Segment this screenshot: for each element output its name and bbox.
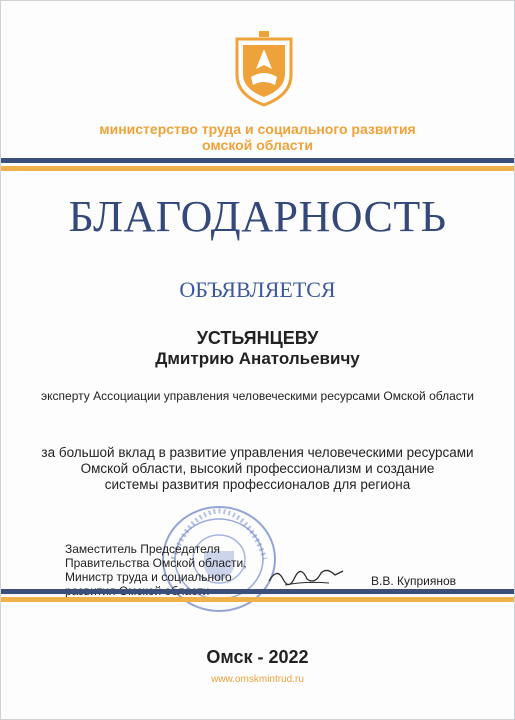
top-navy-band xyxy=(1,158,514,163)
recipient-surname: УСТЬЯНЦЕВУ xyxy=(196,328,319,348)
reason-line2: Омской области, высокий профессионализм и создание xyxy=(80,461,435,476)
top-orange-band xyxy=(1,166,514,171)
handwritten-signature-icon xyxy=(265,561,345,591)
ministry-name-line1: министерство труда и социального развития xyxy=(99,121,416,137)
signatory-title-line2: Правительства Омской области, xyxy=(65,556,247,570)
announce-text: ОБЪЯВЛЯЕТСЯ xyxy=(179,277,336,302)
reason-line3: системы развития профессионалов для региона xyxy=(104,477,411,492)
ministry-name-line2: омской области xyxy=(202,137,313,153)
reason-line1: за большой вклад в развитие управления человеческими ресурсами xyxy=(41,445,474,460)
city-year: Омск - 2022 xyxy=(206,647,309,667)
recipient-position: эксперту Ассоциации управления человеческими ресурсами Омской области xyxy=(41,389,474,403)
signatory-title-line1: Заместитель Председателя xyxy=(65,542,220,556)
signatory-name: В.В. Куприянов xyxy=(371,574,457,588)
certificate-title: БЛАГОДАРНОСТЬ xyxy=(68,192,447,241)
website-link[interactable]: www.omskmintrud.ru xyxy=(211,674,304,685)
bottom-orange-band xyxy=(1,597,514,602)
bottom-navy-band xyxy=(1,589,514,594)
coat-of-arms-icon xyxy=(229,29,299,109)
signatory-title-line3: Министр труда и социального xyxy=(65,570,232,584)
recipient-name: Дмитрию Анатольевичу xyxy=(155,349,360,368)
